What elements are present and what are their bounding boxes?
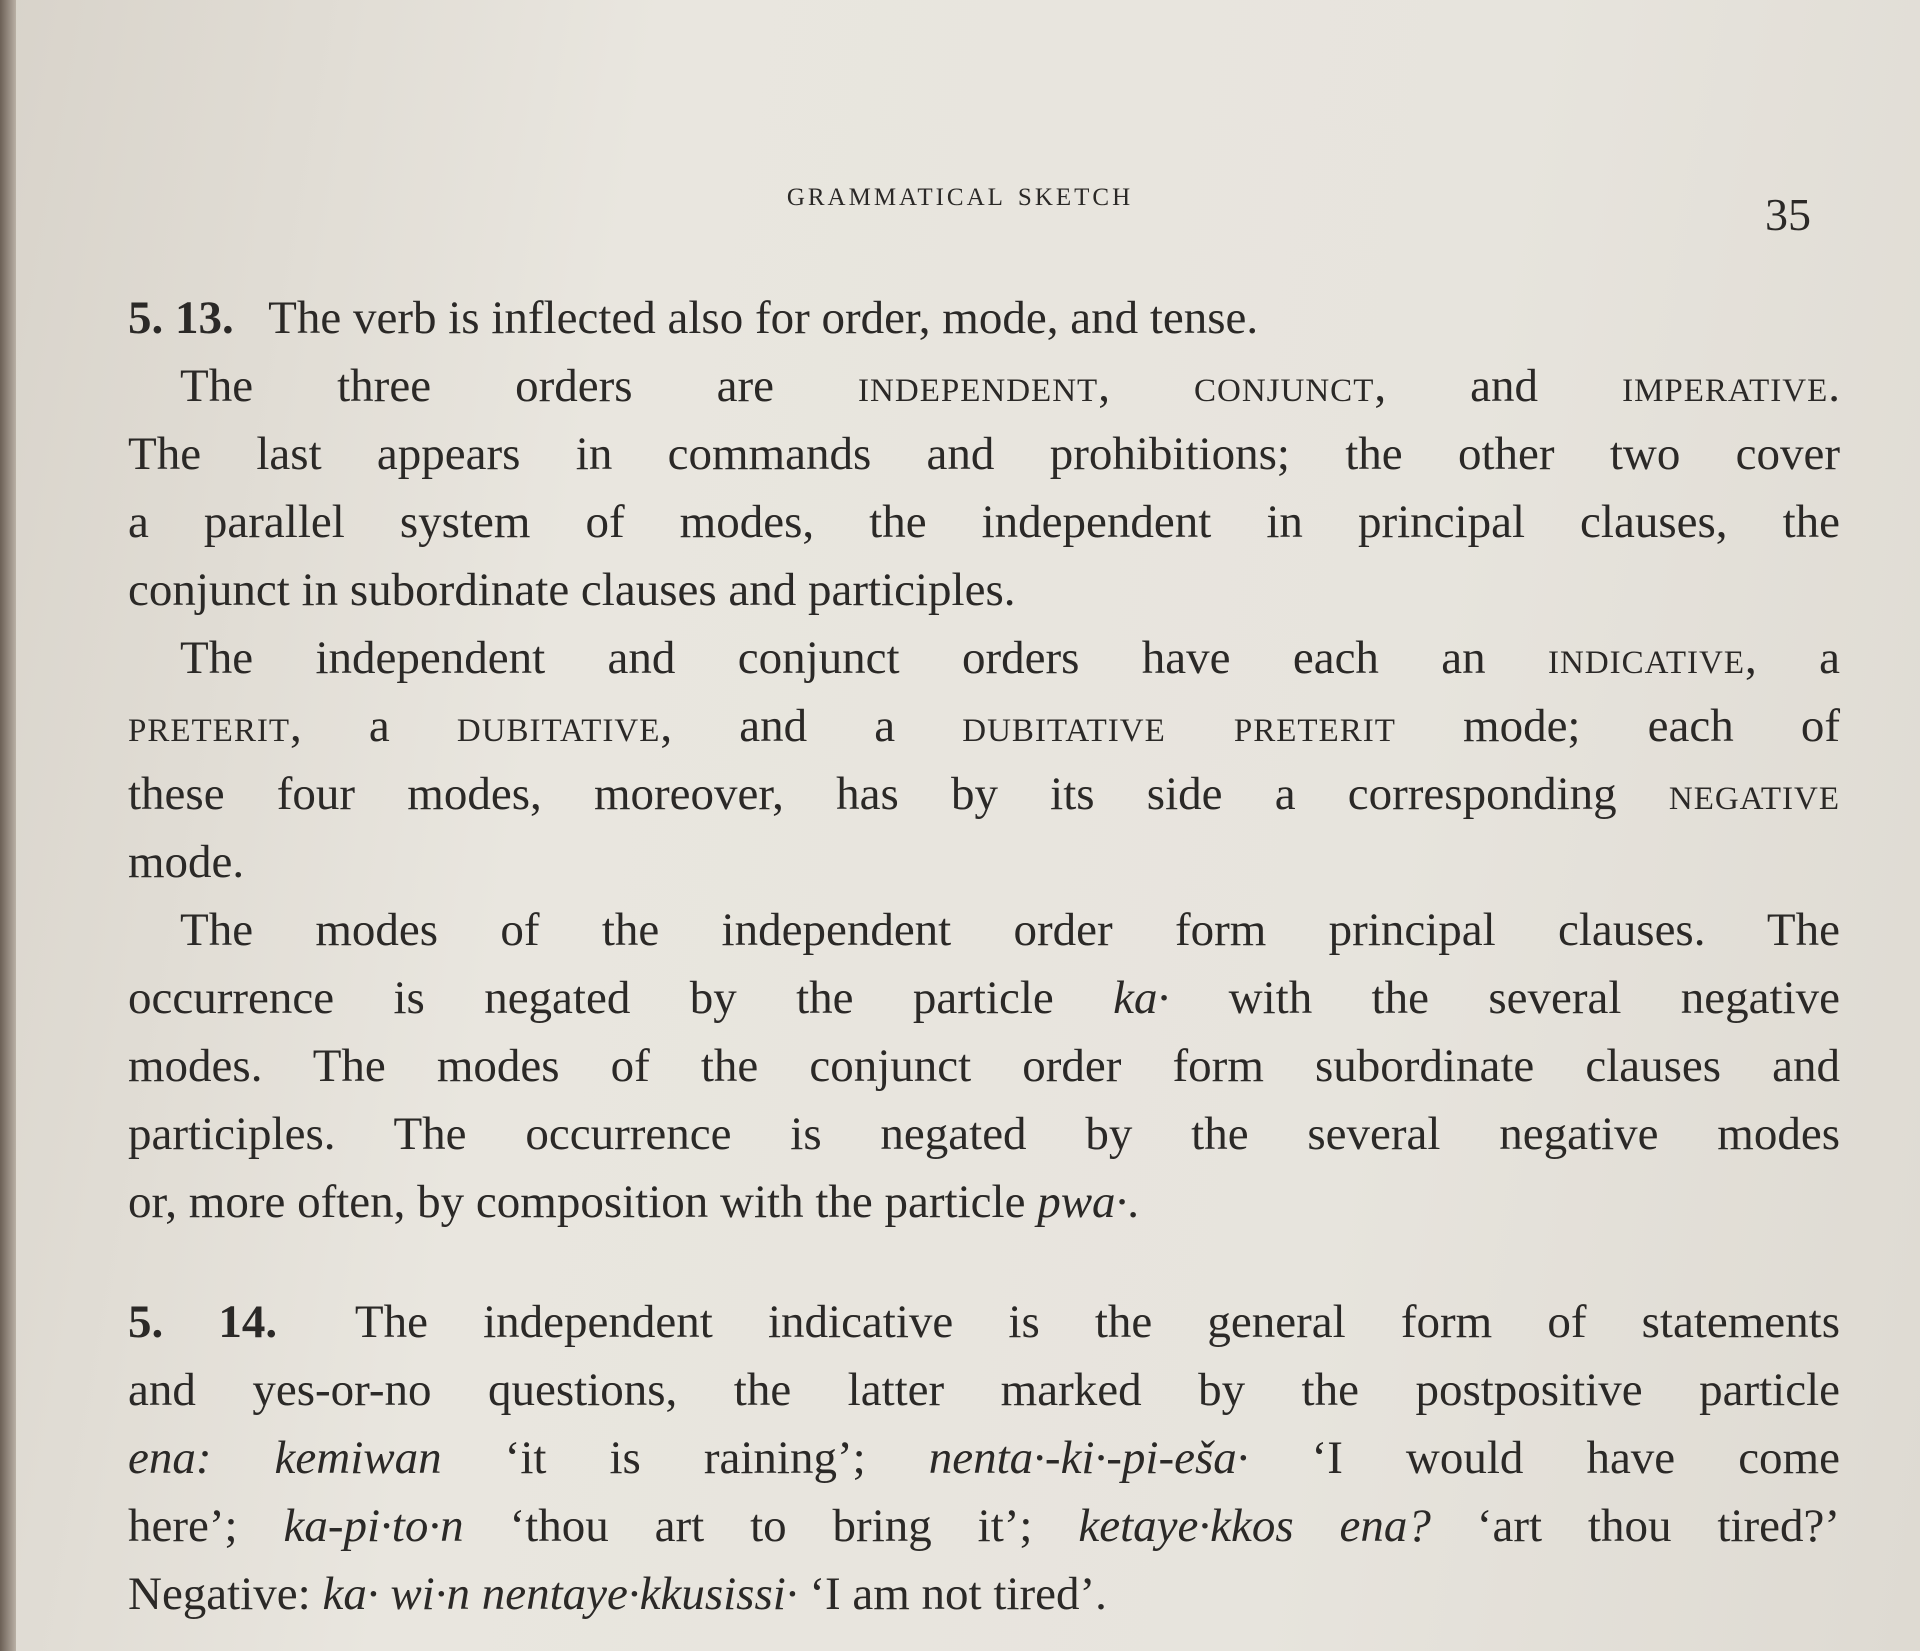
italic-term: nenta·-ki·-pi-eša· <box>928 1432 1249 1484</box>
section-number: 5. 13. <box>128 292 234 344</box>
text-run: , a <box>1745 632 1840 684</box>
text-run: ‘it is raining’; <box>441 1432 929 1484</box>
running-head: grammatical sketch <box>786 173 1134 213</box>
text-line <box>128 1100 1840 1168</box>
text-line <box>128 760 1840 828</box>
text-line <box>128 488 1840 556</box>
section-number: 5. 14. <box>128 1296 278 1348</box>
text-run: participles. The occurrence is negated by the several negative modes <box>128 1108 1840 1160</box>
text-line <box>128 828 1840 896</box>
text-run: The verb is inflected also for order, mode, and tense. <box>233 292 1259 344</box>
small-caps-term: independent <box>858 360 1099 412</box>
text-line <box>128 1168 1840 1236</box>
text-run: and yes-or-no questions, the latter marked by the postpositive particle <box>128 1364 1840 1416</box>
text-line <box>128 1356 1840 1424</box>
text-run: modes. The modes of the conjunct order form subordinate clauses and <box>128 1040 1840 1092</box>
small-caps-term: dubitative preterit <box>962 700 1396 752</box>
small-caps-term: conjunct <box>1194 360 1375 412</box>
italic-term: ena: kemiwan <box>128 1432 442 1484</box>
text-line <box>128 896 1840 964</box>
text-run: with the several negative <box>1169 972 1840 1024</box>
text-run: ‘art thou tired?’ <box>1430 1500 1841 1552</box>
text-run: The modes of the independent order form principal clauses. The <box>180 904 1840 956</box>
text-run: Negative: <box>128 1568 323 1620</box>
italic-term: pwa· <box>1037 1176 1128 1228</box>
page-body <box>128 284 1840 1628</box>
italic-term: ka-pi·to·n <box>283 1500 464 1552</box>
small-caps-term: indicative <box>1548 632 1745 684</box>
text-line <box>128 1492 1840 1560</box>
text-run: occurrence is negated by the particle <box>128 972 1114 1024</box>
text-run: or, more often, by composition with the particle <box>128 1176 1038 1228</box>
book-spine-edge <box>0 0 16 1651</box>
text-line <box>128 352 1840 420</box>
text-run: The last appears in commands and prohibitions; the other two cover <box>128 428 1840 480</box>
text-line <box>128 1032 1840 1100</box>
text-run: The independent indicative is the general form of statements <box>277 1296 1841 1348</box>
text-run: here’; <box>128 1500 284 1552</box>
text-run: , <box>1098 360 1194 412</box>
text-run: conjunct in subordinate clauses and participles. <box>128 564 1016 616</box>
text-line <box>128 964 1840 1032</box>
text-run: mode. <box>128 836 245 888</box>
small-caps-term: preterit <box>128 700 290 752</box>
text-run: , a <box>290 700 457 752</box>
text-run: . <box>1828 360 1840 412</box>
text-run: . <box>1127 1176 1140 1228</box>
small-caps-term: imperative <box>1622 360 1829 412</box>
italic-term: ka· wi·n nentaye·kkusissi· <box>322 1568 798 1620</box>
text-run: , and <box>1374 360 1623 412</box>
small-caps-term: negative <box>1668 768 1840 820</box>
page-number: 35 <box>1765 189 1811 240</box>
text-run: ‘thou art to bring it’; <box>463 1500 1079 1552</box>
text-line <box>128 692 1840 760</box>
text-line <box>128 420 1840 488</box>
text-run: a parallel system of modes, the independent in principal clauses, the <box>128 496 1840 548</box>
text-run: The independent and conjunct orders have each an <box>180 632 1549 684</box>
text-run: The three orders are <box>180 360 859 412</box>
italic-term: ka· <box>1113 972 1170 1024</box>
small-caps-term: dubitative <box>456 700 661 752</box>
text-run: mode; each of <box>1395 700 1840 752</box>
text-line <box>128 1288 1840 1356</box>
text-line <box>128 624 1840 692</box>
text-run: , and a <box>660 700 963 752</box>
text-line <box>128 284 1840 352</box>
text-line <box>128 1560 1840 1628</box>
text-line <box>128 556 1840 624</box>
italic-term: ketaye·kkos ena? <box>1078 1500 1431 1552</box>
text-line <box>128 1424 1840 1492</box>
text-run: ‘I would have come <box>1248 1432 1840 1484</box>
text-run: ‘I am not tired’. <box>797 1568 1107 1620</box>
text-run: these four modes, moreover, has by its side a corresponding <box>128 768 1669 820</box>
